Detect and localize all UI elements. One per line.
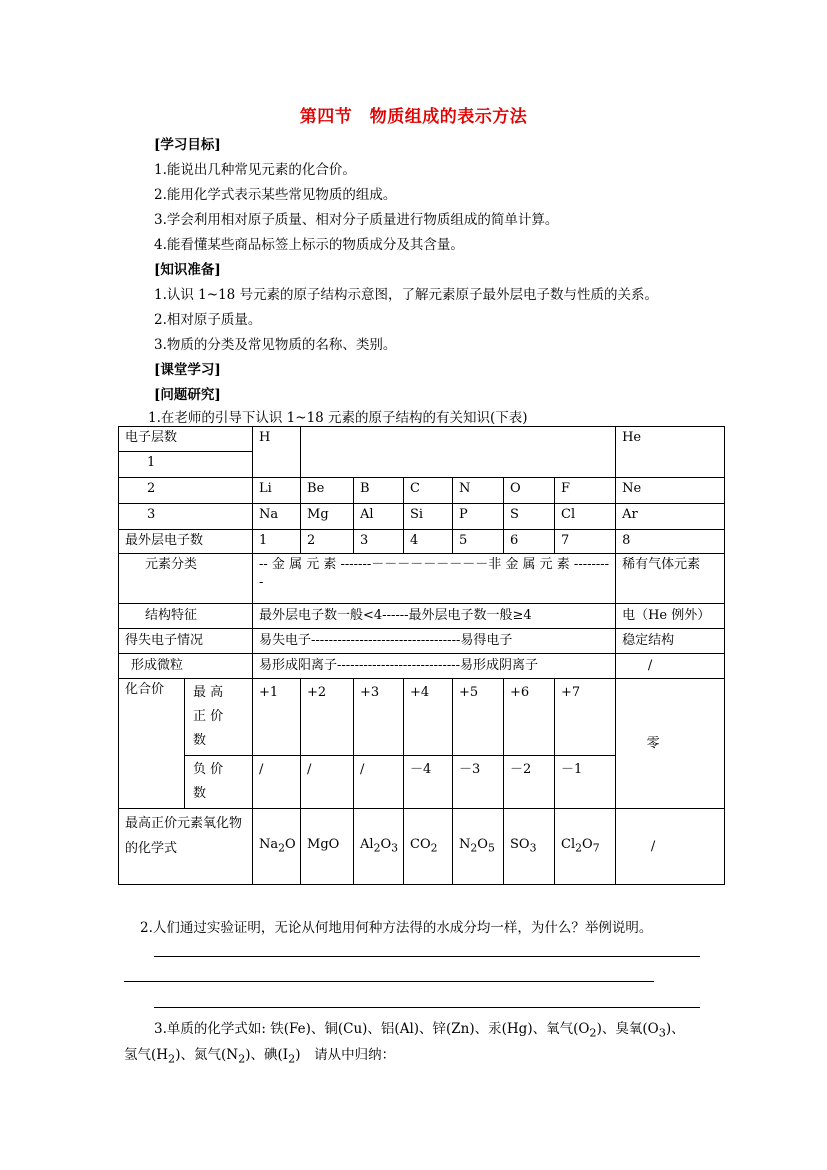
- element-cell: Al: [354, 504, 404, 530]
- class-heading: [课堂学习]: [154, 362, 221, 378]
- oxide-formula: $Na_2O$: [253, 809, 301, 885]
- element-cell: Mg: [301, 504, 354, 530]
- element-cell: F: [555, 478, 616, 504]
- oxide-formula: $N_2O_5$: [453, 809, 504, 885]
- layer-1: 1: [119, 452, 253, 478]
- valence-label: 化合价: [119, 679, 185, 809]
- electron-gain-loss-text: 易失电子----------------------------------易得电子: [253, 629, 616, 654]
- element-cell: Be: [301, 478, 354, 504]
- electron-layers-label: 电子层数: [119, 427, 253, 452]
- goal-item: 4.能看懂某些商品标签上标示的物质成分及其含量。: [154, 237, 464, 253]
- element-cell: Na: [253, 504, 301, 530]
- cell-He: He: [616, 427, 725, 478]
- outer-value: 2: [301, 530, 354, 554]
- page-title: 第四节 物质组成的表示方法: [299, 107, 528, 127]
- structure-label: 结构特征: [119, 604, 253, 629]
- zero-valence: 零: [616, 679, 725, 809]
- particle-noble: /: [616, 654, 725, 679]
- classification-label: 元素分类: [119, 554, 253, 604]
- element-cell: Li: [253, 478, 301, 504]
- problem-heading: [问题研究]: [154, 387, 221, 403]
- element-cell: S: [504, 504, 555, 530]
- element-cell: Si: [404, 504, 453, 530]
- element-cell: N: [453, 478, 504, 504]
- negative-value: －4: [404, 756, 453, 809]
- negative-value: －3: [453, 756, 504, 809]
- prep-item: 3.物质的分类及常见物质的名称、类别。: [154, 337, 397, 353]
- oxide-noble: /: [616, 809, 725, 885]
- answer-line: [154, 956, 700, 957]
- oxide-formula: $SO_3$: [504, 809, 555, 885]
- oxide-label: 最高正价元素氧化物的化学式: [119, 809, 253, 885]
- structure-noble: 电（He 例外）: [616, 604, 725, 629]
- negative-value: /: [301, 756, 354, 809]
- goals-heading: [学习目标]: [154, 137, 221, 153]
- question-3: 3.单质的化学式如: 铁(Fe)、铜(Cu)、铝(Al)、锌(Zn)、汞(Hg)、氧气$(O_2)$、臭氧$(O_3)$、: [154, 1021, 685, 1040]
- particle-text: 易形成阳离子----------------------------易形成阴离子: [253, 654, 616, 679]
- outer-value: 7: [555, 530, 616, 554]
- outer-electrons-label: 最外层电子数: [119, 530, 253, 554]
- layer-2: 2: [119, 478, 253, 504]
- negative-value: －2: [504, 756, 555, 809]
- goal-item: 3.学会利用相对原子质量、相对分子质量进行物质组成的简单计算。: [154, 212, 559, 228]
- max-positive-label: 最 高 正 价 数: [185, 679, 253, 756]
- question-3-continued: 氢气$(H_2)$、氮气$(N_2)$、碘$(I_2)$ 请从中归纳：: [124, 1047, 396, 1066]
- element-cell: Cl: [555, 504, 616, 530]
- outer-value: 8: [616, 530, 725, 554]
- classification-text: -- 金 属 元 素 -------－－－－－－－－－非 金 属 元 素 ---------: [253, 554, 616, 604]
- element-cell: Ar: [616, 504, 725, 530]
- oxide-formula: $CO_2$: [404, 809, 453, 885]
- max-positive-value: +3: [354, 679, 404, 756]
- goal-item: 1.能说出几种常见元素的化合价。: [154, 162, 356, 178]
- element-cell: Ne: [616, 478, 725, 504]
- element-cell: B: [354, 478, 404, 504]
- negative-value: －1: [555, 756, 616, 809]
- goal-item: 2.能用化学式表示某些常见物质的组成。: [154, 187, 397, 203]
- answer-line: [124, 981, 654, 982]
- structure-text: 最外层电子数一般<4------最外层电子数一般≥4: [253, 604, 616, 629]
- max-positive-value: +5: [453, 679, 504, 756]
- oxide-formula: $Cl_2O_7$: [555, 809, 616, 885]
- element-cell: P: [453, 504, 504, 530]
- max-positive-value: +2: [301, 679, 354, 756]
- max-positive-value: +7: [555, 679, 616, 756]
- negative-value: /: [354, 756, 404, 809]
- outer-value: 6: [504, 530, 555, 554]
- max-positive-value: +1: [253, 679, 301, 756]
- empty-cell: [301, 427, 616, 478]
- outer-value: 1: [253, 530, 301, 554]
- electron-gain-loss-noble: 稳定结构: [616, 629, 725, 654]
- max-positive-value: +6: [504, 679, 555, 756]
- outer-value: 5: [453, 530, 504, 554]
- question-2: 2.人们通过实验证明，无论从何地用何种方法得的水成分均一样，为什么？举例说明。: [140, 920, 653, 936]
- prep-item: 1.认识 1~18 号元素的原子结构示意图，了解元素原子最外层电子数与性质的关系。: [154, 287, 659, 303]
- electron-gain-loss-label: 得失电子情况: [119, 629, 253, 654]
- cell-H: H: [253, 427, 301, 478]
- element-table: [118, 426, 725, 885]
- negative-label: 负 价 数: [185, 756, 253, 809]
- answer-line: [154, 1007, 700, 1008]
- layer-3: 3: [119, 504, 253, 530]
- element-cell: O: [504, 478, 555, 504]
- question-1: 1.在老师的引导下认识 1~18 元素的原子结构的有关知识(下表): [148, 410, 528, 426]
- element-cell: C: [404, 478, 453, 504]
- oxide-formula: MgO: [301, 809, 354, 885]
- prep-heading: [知识准备]: [154, 262, 221, 278]
- outer-value: 3: [354, 530, 404, 554]
- outer-value: 4: [404, 530, 453, 554]
- noble-gas-label: 稀有气体元素: [616, 554, 725, 604]
- max-positive-value: +4: [404, 679, 453, 756]
- negative-value: /: [253, 756, 301, 809]
- prep-item: 2.相对原子质量。: [154, 312, 262, 328]
- particle-label: 形成微粒: [119, 654, 253, 679]
- oxide-formula: $Al_2O_3$: [354, 809, 404, 885]
